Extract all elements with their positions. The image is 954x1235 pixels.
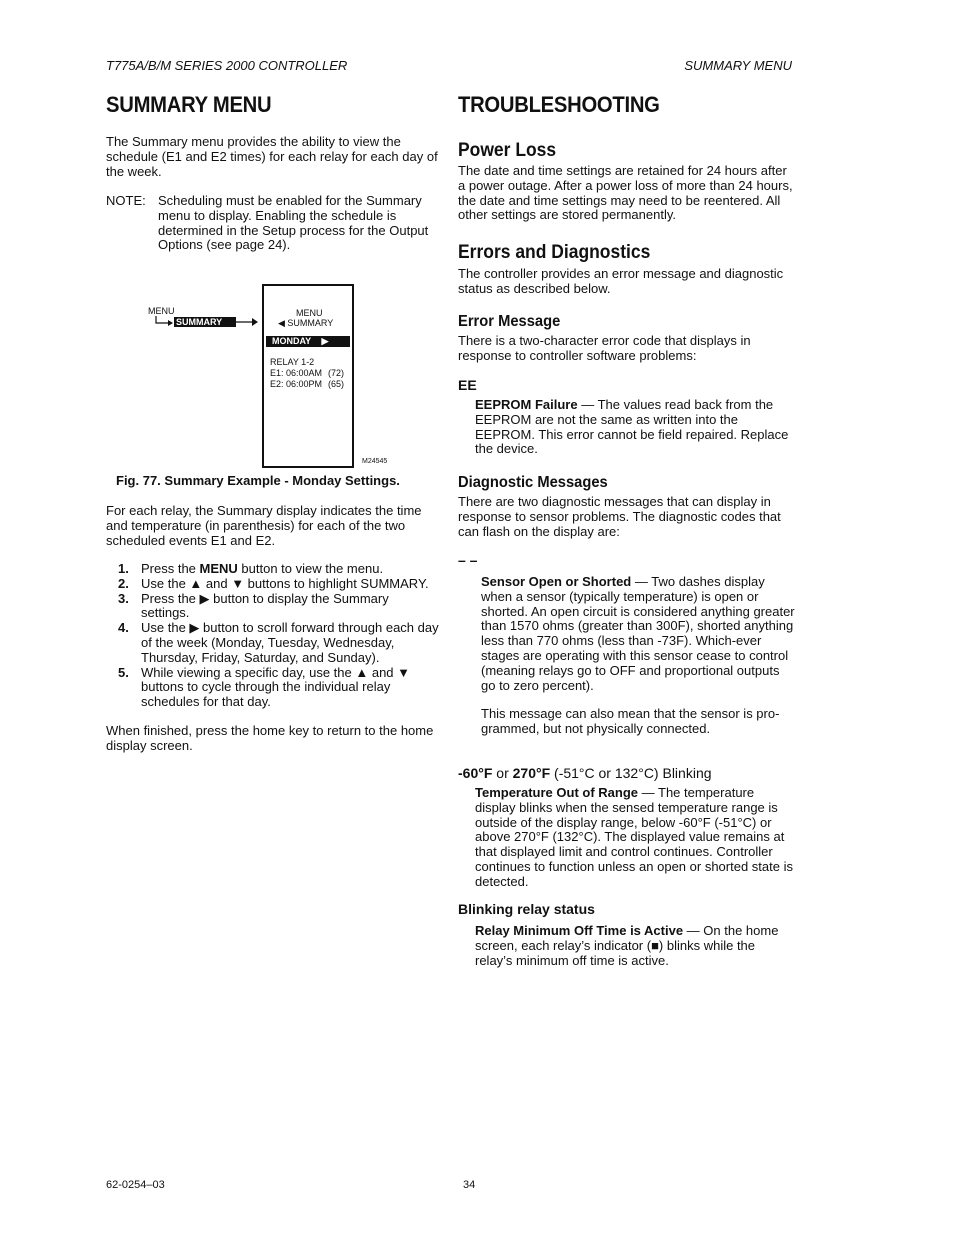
fig-arrow-icon: [236, 316, 262, 328]
fig-connector-icon: [152, 316, 176, 328]
error-code-ee: EE: [458, 377, 477, 393]
fig-day-arrow-icon: ▶: [321, 336, 329, 346]
summary-menu-title: SUMMARY MENU: [106, 92, 272, 117]
fig-menu-label: MENU: [148, 306, 175, 316]
footer-page-number: 34: [463, 1179, 476, 1191]
eeprom-description: EEPROM Failure — The values read back from the EEPROM are not the same as written into the EEPROM. This error cannot be field repaired. Replace the device.: [475, 397, 789, 457]
step-item: 4. Use the ▶ button to scroll forward through each day of the week (Monday, Tuesday, Wednesday, Thursday, Friday, Saturday, and Sunday).: [118, 620, 439, 665]
running-header-left: T775A/B/M SERIES 2000 CONTROLLER: [106, 58, 348, 73]
fig-day-bar: [266, 336, 350, 347]
sensor-open-note: This message can also mean that the sensor is pro-grammed, but not physically connected.: [481, 706, 780, 736]
fig-e1-temp: (72): [328, 368, 345, 378]
step-item: 1. Press the MENU button to view the menu.: [118, 561, 384, 576]
note-text: Scheduling must be enabled for the Summary menu to display. Enabling the schedule is determined in the Setup process for the Output Options (see page 24).: [158, 193, 429, 253]
fig-day-label: MONDAY: [272, 336, 312, 346]
diagnostic-code-dashes: – –: [458, 552, 478, 568]
summary-closing: When finished, press the home key to return to the home display screen.: [106, 723, 434, 753]
errors-text: The controller provides an error message and diagnostic status as described below.: [458, 266, 784, 296]
fig-e1: E1: 06:00AM: [270, 368, 323, 378]
fig-lcd-screen: [262, 284, 354, 468]
relay-status-heading: Blinking relay status: [458, 901, 595, 917]
power-loss-heading: Power Loss: [458, 140, 557, 161]
fig-e2-temp: (65): [328, 379, 345, 389]
step-item: 3. Press the ▶ button to display the Summary settings.: [118, 590, 389, 621]
figure-caption: Fig. 77. Summary Example - Monday Settings.: [116, 473, 400, 488]
errors-heading: Errors and Diagnostics: [458, 242, 651, 263]
error-message-heading: Error Message: [458, 313, 561, 330]
diagnostic-heading: Diagnostic Messages: [458, 474, 608, 491]
power-loss-text: The date and time settings are retained for 24 hours after a power outage. After a power loss of more than 24 hours, the date and time settings may need to be reentered. All other settings are stored permanently.: [458, 163, 793, 223]
fig-screen-summary: ◀ SUMMARY: [278, 318, 334, 328]
fig-screen-menu: MENU: [296, 308, 323, 318]
step-item: 5. While viewing a specific day, use the ▲ and ▼ buttons to cycle through the individual relay schedules for that day.: [118, 664, 411, 710]
temp-range-code: -60°F or 270°F (-51°C or 132°C) Blinking: [458, 765, 712, 781]
fig-relay: RELAY 1-2: [270, 357, 315, 367]
summary-para2: For each relay, the Summary display indicates the time and temperature (in parenthesis) for each of the two scheduled events E1 and E2.: [106, 503, 422, 548]
relay-status-description: Relay Minimum Off Time is Active — On the home screen, each relay’s indicator (■) blinks while the relay’s minimum off time is active.: [475, 923, 779, 968]
summary-intro: The Summary menu provides the ability to view the schedule (E1 and E2 times) for each relay for each day of the week.: [106, 134, 438, 179]
temp-range-description: Temperature Out of Range — The temperature display blinks when the sensed temperature range is outside of the display range, below -60°F (-51°C) or above 270°F (132°C). The displayed value remains at that displayed limit and control continues. Controller continues to function unless an open or shorted state is detected.: [475, 785, 793, 889]
error-message-text: There is a two-character error code that displays in response to controller software problems:: [458, 333, 751, 363]
footer-doc-number: 62-0254–03: [106, 1179, 165, 1191]
fig-code: M24545: [362, 458, 388, 465]
fig-e2: E2: 06:00PM: [270, 379, 323, 389]
fig-summary-highlight: SUMMARY: [174, 317, 236, 327]
troubleshooting-title: TROUBLESHOOTING: [458, 92, 660, 117]
steps-list: [106, 562, 440, 710]
note-label: NOTE:: [106, 193, 146, 208]
sensor-open-description: Sensor Open or Shorted — Two dashes display when a sensor (typically temperature) is open or shorted. An open circuit is considered anything greater than 1570 ohms (greater than 300F), shorted anything less than 770 ohms (less than -73F). Which-ever stages are operating with this sensor cease to control (meaning relays go to OFF and proportional outputs go to zero percent).: [481, 574, 795, 693]
summary-figure: [140, 280, 400, 470]
step-item: 2. Use the ▲ and ▼ buttons to highlight SUMMARY.: [118, 575, 429, 591]
running-header-right: SUMMARY MENU: [684, 58, 792, 73]
diagnostic-text: There are two diagnostic messages that can display in response to sensor problems. The diagnostic codes that can flash on the display are:: [458, 494, 781, 539]
